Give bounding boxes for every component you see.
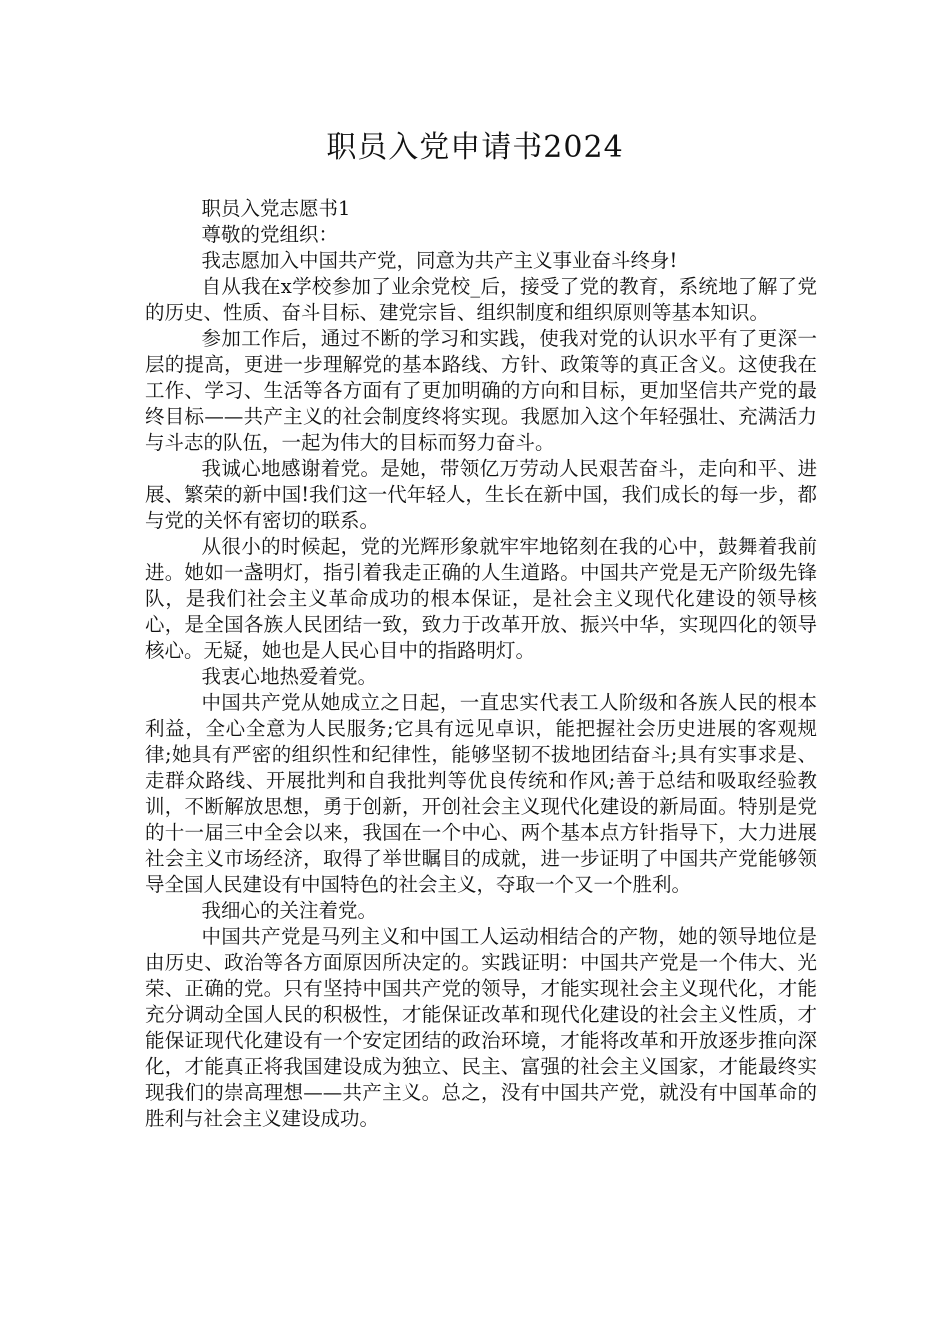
paragraph: 参加工作后，通过不断的学习和实践，使我对党的认识水平有了更深一层的提高，更进一步理解党的基本路线、方针、政策等的真正含义。这使我在工作、学习、生活等各方面有了更加明确的方向和目标，更加坚信共产党的最终目标——共产主义的社会制度终将实现。我愿加入这个年轻强壮、充满活力与斗志的队伍，一起为伟大的目标而努力奋斗。 xyxy=(145,327,817,454)
paragraph: 从很小的时候起，党的光辉形象就牢牢地铭刻在我的心中，鼓舞着我前进。她如一盏明灯，指引着我走正确的人生道路。中国共产党是无产阶级先锋队，是我们社会主义革命成功的根本保证，是社会主义现代化建设的领导核心，是全国各族人民团结一致，致力于改革开放、振兴中华，实现四化的领导核心。无疑，她也是人民心目中的指路明灯。 xyxy=(145,535,817,662)
paragraph: 自从我在x学校参加了业余党校_后，接受了党的教育，系统地了解了党的历史、性质、奋斗目标、建党宗旨、组织制度和组织原则等基本知识。 xyxy=(145,275,817,324)
paragraph: 我细心的关注着党。 xyxy=(201,899,378,922)
paragraph: 中国共产党是马列主义和中国工人运动相结合的产物，她的领导地位是由历史、政治等各方面原因所决定的。实践证明：中国共产党是一个伟大、光荣、正确的党。只有坚持中国共产党的领导，才能实现社会主义现代化，才能充分调动全国人民的积极性，才能保证改革和现代化建设的社会主义性质，才能保证现代化建设有一个安定团结的政治环境，才能将改革和开放逐步推向深化，才能真正将我国建设成为独立、民主、富强的社会主义国家，才能最终实现我们的崇高理想——共产主义。总之，没有中国共产党，就没有中国革命的胜利与社会主义建设成功。 xyxy=(145,925,817,1130)
paragraph: 我诚心地感谢着党。是她，带领亿万劳动人民艰苦奋斗，走向和平、进展、繁荣的新中国!我们这一代年轻人，生长在新中国，我们成长的每一步，都与党的关怀有密切的联系。 xyxy=(145,457,817,532)
paragraph: 中国共产党从她成立之日起，一直忠实代表工人阶级和各族人民的根本利益，全心全意为人民服务;它具有远见卓识，能把握社会历史进展的客观规律;她具有严密的组织性和纪律性，能够坚韧不拔地团结奋斗;具有实事求是、走群众路线、开展批判和自我批判等优良传统和作风;善于总结和吸取经验教训，不断解放思想，勇于创新，开创社会主义现代化建设的新局面。特别是党的十一届三中全会以来，我国在一个中心、两个基本点方针指导下，大力进展社会主义市场经济，取得了举世瞩目的成就，进一步证明了中国共产党能够领导全国人民建设有中国特色的社会主义，夺取一个又一个胜利。 xyxy=(145,691,817,896)
paragraph-heading: 职员入党志愿书1 xyxy=(201,197,351,220)
document-title: 职员入党申请书2024 xyxy=(326,130,624,165)
paragraph: 我志愿加入中国共产党，同意为共产主义事业奋斗终身! xyxy=(201,249,678,272)
paragraph: 我衷心地热爱着党。 xyxy=(201,665,378,688)
paragraph-salutation: 尊敬的党组织： xyxy=(201,223,339,246)
document-body xyxy=(145,196,817,1132)
